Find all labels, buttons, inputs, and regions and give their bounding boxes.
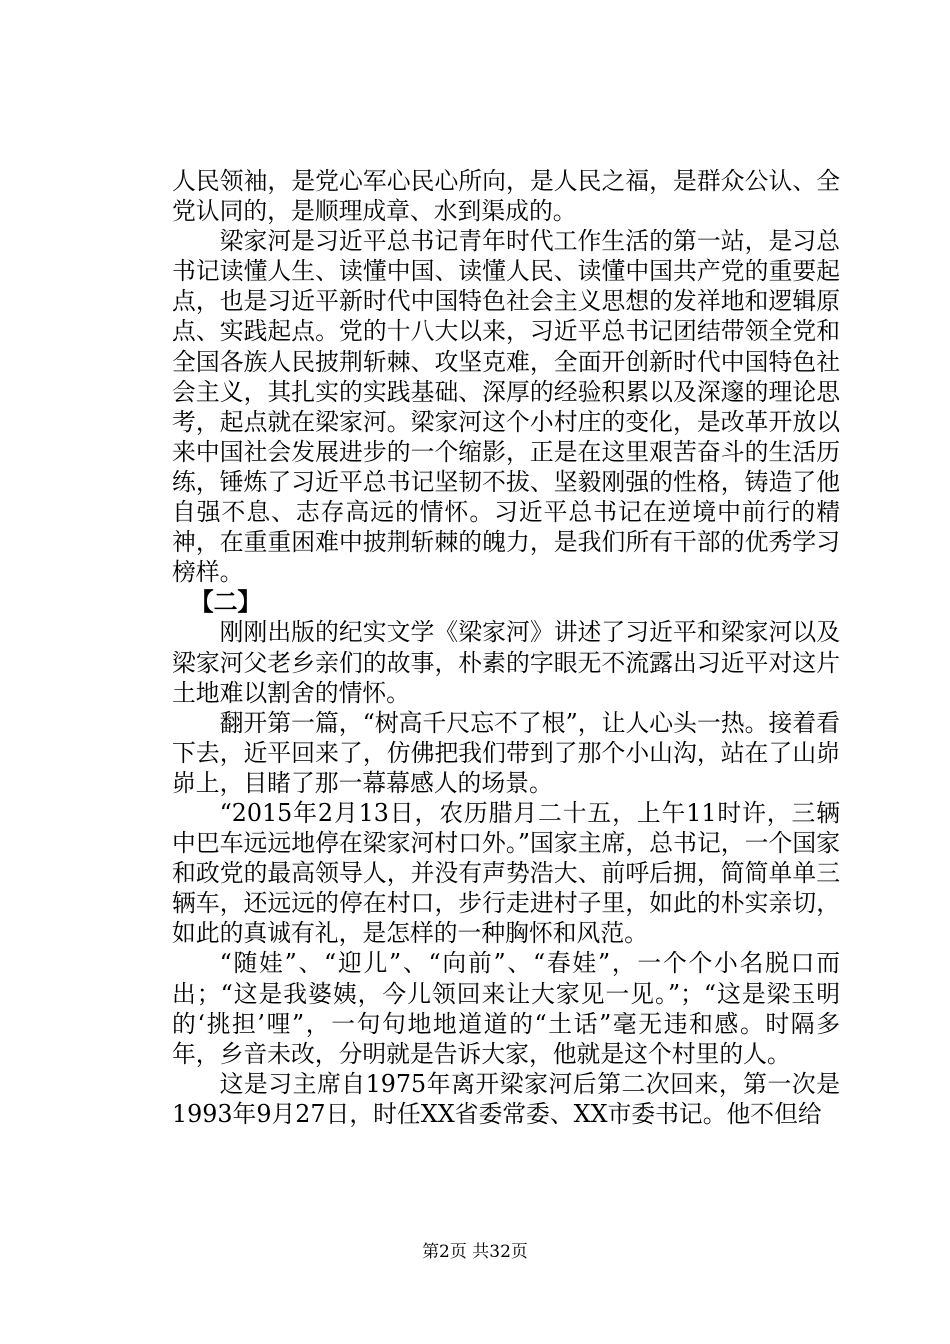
page-number-footer: 第2页 共32页 (422, 1242, 528, 1262)
paragraph-liangjiahe-first-stop: 梁家河是习近平总书记青年时代工作生活的第一站，是习总书记读懂人生、读懂中国、读懂人民、读懂中国共产党的重要起点，也是习近平新时代中国特色社会主义思想的发祥地和逻辑原点、实践起点。党的十八大以来，习近平总书记团结带领全党和全国各族人民披荆斩棘、攻坚克难，全面开创新时代中国特色社会主义，其扎实的实践基础、深厚的经验积累以及深邃的理论思考，起点就在梁家河。梁家河这个小村庄的变化，是改革开放以来中国社会发展进步的一个缩影，正是在这里艰苦奋斗的生活历练，锤炼了习近平总书记坚韧不拔、坚毅刚强的性格，铸造了他自强不息、志存高远的情怀。习近平总书记在逆境中前行的精神，在重重困难中披荆斩棘的魄力，是我们所有干部的优秀学习榜样。 (172, 227, 840, 587)
paragraph-visit-2015: “2015年2月13日，农历腊月二十五，上午11时许，三辆中巴车远远地停在梁家河村口外。”国家主席，总书记，一个国家和政党的最高领导人，并没有声势浩大、前呼后拥，简简单单三辆车，还远远的停在村口，步行走进村子里，如此的朴实亲切，如此的真诚有礼，是怎样的一种胸怀和风范。 (172, 798, 840, 948)
paragraph-first-chapter: 翻开第一篇，“树高千尺忘不了根”，让人心头一热。接着看下去，近平回来了，仿佛把我们带到了那个小山沟，站在了山峁峁上，目睹了那一幕幕感人的场景。 (172, 708, 840, 797)
section-heading-two: 【二】 (189, 588, 262, 617)
body-text (172, 166, 840, 1129)
paragraph-book-intro: 刚刚出版的纪实文学《梁家河》讲述了习近平和梁家河以及梁家河父老乡亲们的故事，朴素的字眼无不流露出习近平对这片土地难以割舍的情怀。 (172, 618, 840, 707)
paragraph-second-return: 这是习主席自1975年离开梁家河后第二次回来，第一次是1993年9月27日，时任XX省委常委、XX市委书记。他不但给 (172, 1069, 840, 1128)
paragraph-nicknames: “随娃”、“迎儿”、“向前”、“春娃”，一个个小名脱口而出；“这是我婆姨，今儿领回来让大家见一见。”；“这是梁玉明的‘挑担’哩”，一句句地地道道的“土话”毫无违和感。时隔多年，乡音未改，分明就是告诉大家，他就是这个村里的人。 (172, 949, 840, 1068)
paragraph-continuation: 人民领袖，是党心军心民心所向，是人民之福，是群众公认、全党认同的，是顺理成章、水到渠成的。 (172, 167, 840, 226)
